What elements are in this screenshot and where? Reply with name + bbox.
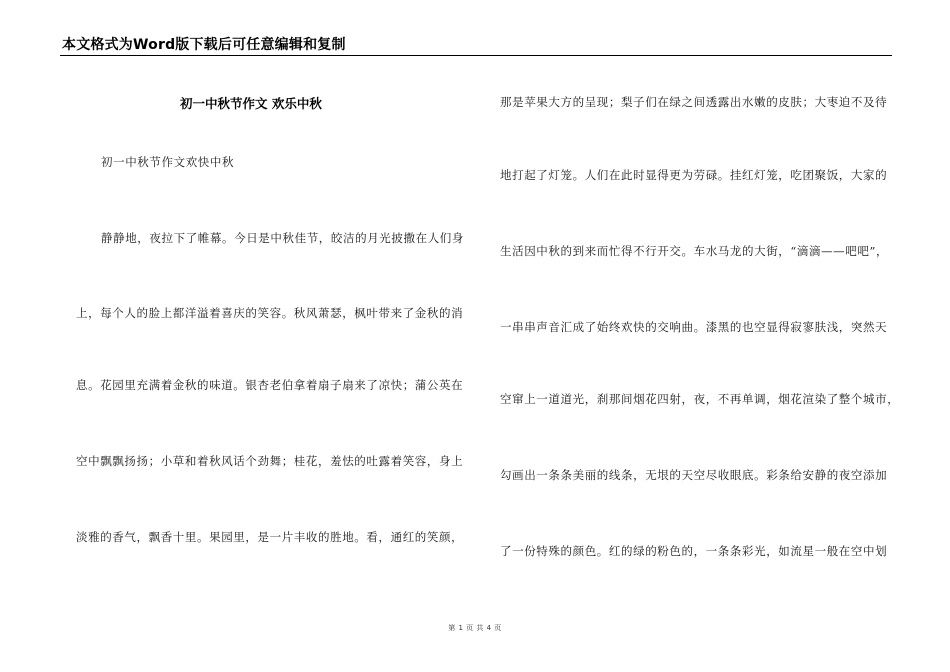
- right-line-2: 地打起了灯笼。人们在此时显得更为劳碌。挂红灯笼，吃团聚饭，大家的: [500, 168, 888, 182]
- left-line-4: 空中飘飘扬扬；小草和着秋风话个劲舞；桂花，羞怯的吐露着笑容，身上: [76, 454, 464, 468]
- right-line-1: 那是苹果大方的呈现；梨子们在绿之间透露出水嫩的皮肤；大枣迫不及待: [500, 95, 888, 109]
- left-line-3: 息。花园里充满着金秋的味道。银杏老伯拿着扇子扇来了凉快；蒲公英在: [76, 378, 464, 392]
- left-line-2: 上，每个人的脸上都洋溢着喜庆的笑容。秋风萧瑟，枫叶带来了金秋的消: [76, 306, 464, 320]
- page-number-footer: 第 1 页 共 4 页: [448, 624, 502, 632]
- left-line-5: 淡雅的香气，飘香十里。果园里，是一片丰收的胜地。看，通红的笑颜，: [76, 530, 464, 544]
- right-line-6: 勾画出一条条美丽的线条，无垠的天空尽收眼底。彩条给安静的夜空添加: [500, 468, 888, 482]
- header-divider: [60, 55, 892, 56]
- left-line-1: 静静地，夜拉下了帷幕。今日是中秋佳节，皎洁的月光披撒在人们身: [101, 231, 464, 245]
- document-header-banner: 本文格式为Word版下载后可任意编辑和复制: [62, 37, 346, 53]
- right-line-5: 空窜上一道道光，刹那间烟花四射，夜，不再单调，烟花渲染了整个城市，: [500, 392, 900, 406]
- right-line-3: 生活因中秋的到来而忙得不行开交。车水马龙的大街，“滴滴——吧吧”，: [500, 244, 889, 258]
- document-subtitle: 初一中秋节作文欢快中秋: [101, 155, 235, 169]
- document-title: 初一中秋节作文 欢乐中秋: [180, 96, 322, 111]
- right-line-7: 了一份特殊的颜色。红的绿的粉色的，一条条彩光，如流星一般在空中划: [500, 544, 888, 558]
- right-line-4: 一串串声音汇成了始终欢快的交响曲。漆黑的也空显得寂寥肤浅，突然天: [500, 320, 888, 334]
